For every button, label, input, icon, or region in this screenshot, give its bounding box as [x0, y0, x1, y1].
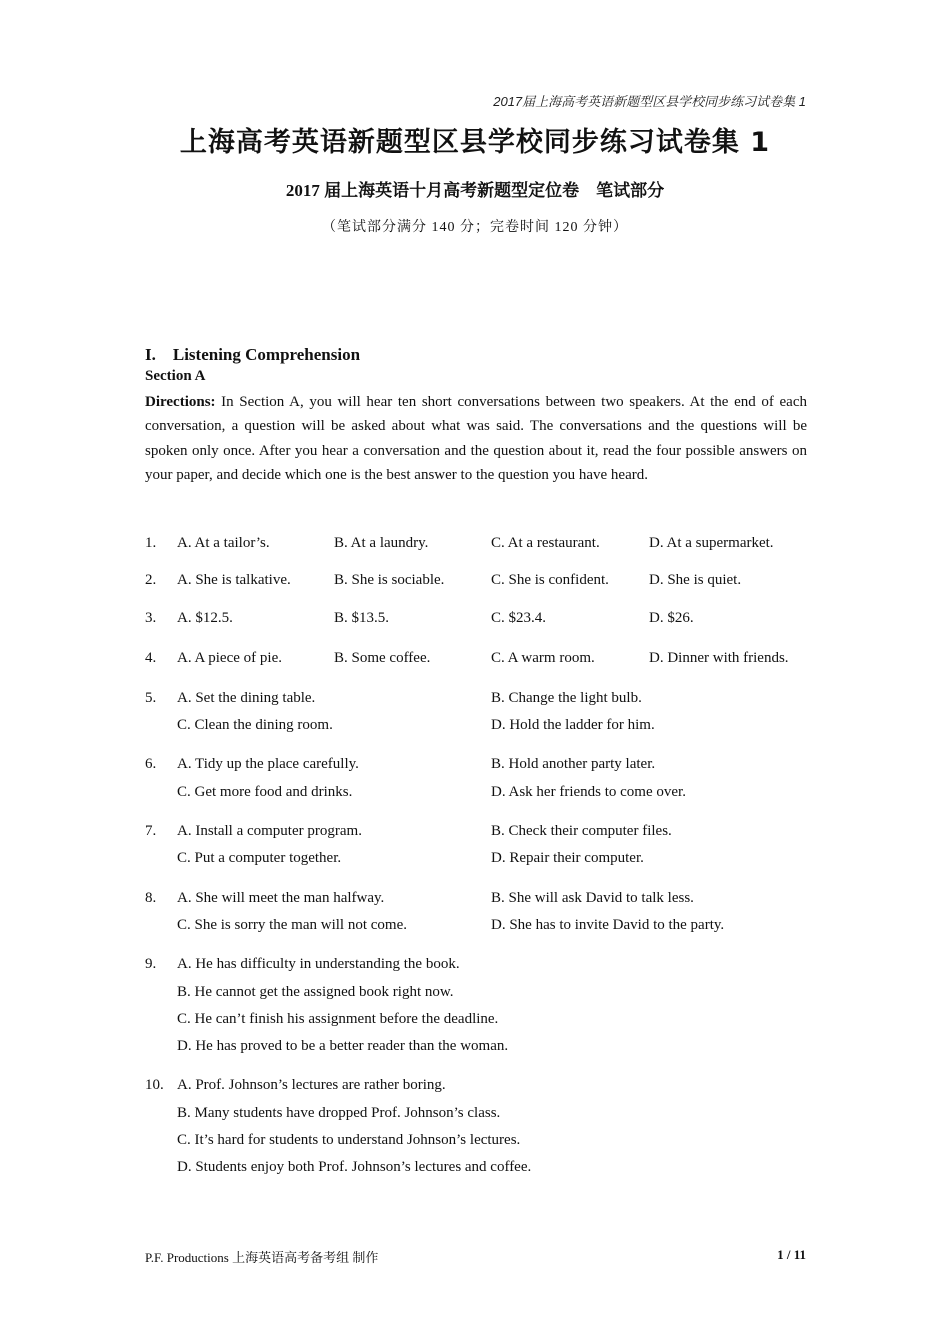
option-c: C. He can’t finish his assignment before the deadline. [177, 1011, 499, 1027]
option-b: B. He cannot get the assigned book right now. [177, 984, 454, 1000]
option-b: B. Hold another party later. [491, 756, 656, 772]
option-c: C. A warm room. [491, 650, 595, 666]
option-a: A. He has difficulty in understanding the book. [177, 956, 460, 972]
option-d: D. Students enjoy both Prof. Johnson’s lectures and coffee. [177, 1159, 532, 1175]
option-d: D. Ask her friends to come over. [491, 784, 686, 800]
option-c: C. Put a computer together. [177, 850, 342, 866]
question-number: 7. [145, 823, 157, 839]
question-number: 10. [145, 1077, 164, 1093]
option-d: D. He has proved to be a better reader than the woman. [177, 1038, 509, 1054]
option-b: B. Many students have dropped Prof. Johnson’s class. [177, 1105, 501, 1121]
option-d: D. She has to invite David to the party. [491, 917, 725, 933]
option-a: A. A piece of pie. [177, 650, 282, 666]
option-a: A. She is talkative. [177, 572, 291, 588]
option-b: B. Change the light bulb. [491, 690, 642, 706]
option-b: B. $13.5. [334, 610, 390, 626]
option-a: A. At a tailor’s. [177, 535, 270, 551]
question-number: 1. [145, 535, 157, 551]
option-b: B. Some coffee. [334, 650, 431, 666]
question-number: 8. [145, 890, 157, 906]
question-number: 3. [145, 610, 157, 626]
question-number: 9. [145, 956, 157, 972]
option-c: C. It’s hard for students to understand Johnson’s lectures. [177, 1132, 521, 1148]
question-number: 2. [145, 572, 157, 588]
option-d: D. At a supermarket. [649, 535, 774, 551]
option-d: D. Hold the ladder for him. [491, 717, 655, 733]
option-c: C. She is sorry the man will not come. [177, 917, 407, 933]
option-b: B. She will ask David to talk less. [491, 890, 694, 906]
running-header: 2017届上海高考英语新题型区县学校同步练习试卷集 1 [493, 94, 806, 109]
section-title: I. Listening Comprehension [145, 345, 361, 364]
option-b: B. Check their computer files. [491, 823, 672, 839]
page-number: 1 / 11 [777, 1247, 806, 1262]
footer-credit: P.F. Productions 上海英语高考备考组 制作 [145, 1250, 379, 1265]
directions-label: Directions: [145, 394, 216, 410]
option-d: D. $26. [649, 610, 694, 626]
option-a: A. Tidy up the place carefully. [177, 756, 359, 772]
option-a: A. She will meet the man halfway. [177, 890, 385, 906]
directions [145, 390, 807, 487]
option-c: C. She is confident. [491, 572, 609, 588]
option-d: D. Dinner with friends. [649, 650, 789, 666]
option-d: D. Repair their computer. [491, 850, 644, 866]
page-title: 上海高考英语新题型区县学校同步练习试卷集 1 [179, 127, 771, 158]
option-a: A. Prof. Johnson’s lectures are rather boring. [177, 1077, 446, 1093]
option-a: A. Set the dining table. [177, 690, 316, 706]
question-number: 5. [145, 690, 157, 706]
page-subtitle: 2017 届上海英语十月高考新题型定位卷 笔试部分 [285, 181, 665, 200]
subsection-title: Section A [145, 368, 206, 384]
option-c: C. Clean the dining room. [177, 717, 333, 733]
option-b: B. At a laundry. [334, 535, 429, 551]
option-a: A. Install a computer program. [177, 823, 362, 839]
option-a: A. $12.5. [177, 610, 233, 626]
option-c: C. $23.4. [491, 610, 547, 626]
option-c: C. Get more food and drinks. [177, 784, 353, 800]
option-b: B. She is sociable. [334, 572, 445, 588]
question-number: 6. [145, 756, 157, 772]
directions-text: In Section A, you will hear ten short conversations between two speakers. At the end of each conversation, a question will be asked about what was said. The conversations and the questions will be spoken only once. After you hear a conversation and the question about it, read the four possible answers on your paper, and decide which one is the best answer to the question you have heard. [145, 394, 807, 483]
option-d: D. She is quiet. [649, 572, 742, 588]
option-c: C. At a restaurant. [491, 535, 600, 551]
exam-note: （笔试部分满分 140 分；完卷时间 120 分钟） [322, 220, 628, 235]
question-number: 4. [145, 650, 157, 666]
